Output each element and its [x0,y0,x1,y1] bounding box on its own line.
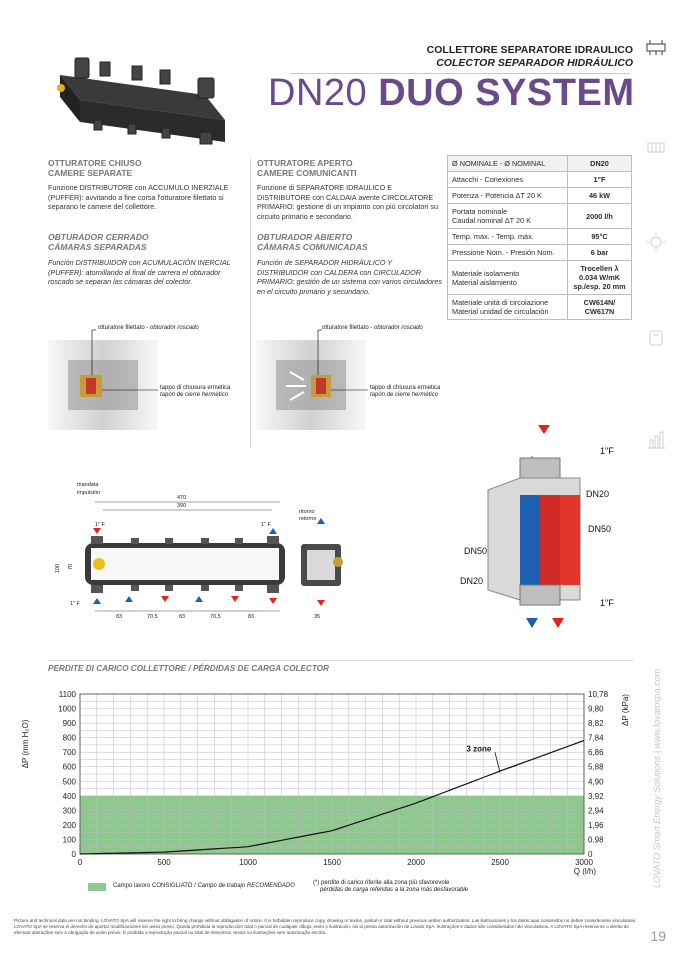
impulsion-label: impulsión [77,490,101,496]
closed-text-es: Función DISTRIBUIDOR con ACUMULACIÓN INERCIAL (PUFFER): atornillando al final de carrera el obturador roscado se separan las cámaras del colector. [48,258,231,286]
open-label-bottom: tappo di chiusura ermetica tapón de cierre hermético [370,385,441,398]
dim-b2: 70,5 [147,614,158,620]
y2-tick-label: 0,98 [588,835,604,845]
spec-value: 2000 l/h [568,204,632,229]
spec-value: 1"F [568,172,632,188]
y-tick-label: 400 [62,791,76,801]
y-tick-label: 900 [62,719,76,729]
y-tick-label: 700 [62,748,76,758]
spec-table [447,155,632,320]
bottom-conn-label: 1"F [600,598,614,608]
spec-value: 6 bar [568,245,632,261]
y2-tick-label: 7,84 [588,733,604,743]
chart-section-title: PERDITE DI CARICO COLLETTORE / PÉRDIDAS DE CARGA COLECTOR [48,664,329,673]
dim-b1: 83 [116,614,123,620]
y2-tick-label: 0 [588,850,593,859]
y-tick-label: 800 [62,733,76,743]
boiler-icon [650,331,662,345]
dim-b5: 83 [248,614,255,620]
sun-icon [647,233,665,251]
closed-text-it: Funzione DISTRIBUTORE con ACCUMULO INERZIALE (PUFFER): avvitando a fine corsa l'otturatore filettato si separano le camere del collettore. [48,183,229,211]
spec-value: DN20 [568,156,632,172]
closed-heading-es: OBTURADOR CERRADO CÁMARAS SEPARADAS [48,232,149,252]
spec-label: Potenza - Potencia ΔT 20 K [448,188,568,204]
radiator-icon [648,143,664,152]
spec-label: Ø NOMINALE - Ø NOMINAL [448,156,568,172]
page-number: 19 [650,928,666,944]
dim-100: 100 [55,563,61,573]
spec-label: Attacchi - Conexiones [448,172,568,188]
y-tick-label: 1100 [58,690,76,699]
arrow-in-top [538,425,550,434]
spec-row [448,204,632,229]
side-brand-text: LOVATO Smart Energy Solutions | www.lovatospa.com [652,668,662,888]
x-tick-label: 1000 [239,858,257,867]
y2-tick-label: 2,94 [588,806,604,816]
open-label-top: otturatore filettato - obturador roscado [322,325,423,331]
y2-tick-label: 5,88 [588,762,604,772]
dim-side: 35 [314,614,321,620]
spec-value: 46 kW [568,188,632,204]
y-tick-label: 300 [62,806,76,816]
x-tick-label: 2000 [407,858,425,867]
chart-icon [648,432,665,448]
spec-row [448,156,632,172]
legend-note: (*) perdite di carico riferite alla zona più sfavorevole pérdidas de carga referidas a la zona más desfavorable [313,880,469,893]
arrow-in-bottom [526,618,538,628]
spec-row [448,229,632,245]
x-tick-label: 2500 [491,858,509,867]
dim-470: 470 [177,495,187,501]
chart-divider [48,660,633,661]
dn50-left-label: DN50 [464,546,488,556]
column-divider [250,158,251,448]
dn50-right-label: DN50 [588,524,612,534]
closed-label-top: otturatore filettato - obturador roscado [98,325,199,331]
y-tick-label: 200 [62,820,76,830]
y-tick-label: 100 [62,835,76,845]
footer-disclaimer: Picture and technical data are not binding. LOVATO SpA will reserve the right to bring change without obbligation of notice. It is forbidden reproduce copy, drowing or textes, partial or total without previous written authorization. Las ilustraciones y los datos aquí contenidos no deben considerarse vinculantes. LOVATO SpA se reserva el derecho de aportar modificaciones sin aviso previo. Queda prohibida la reproducción total o parcial de cualquier dibujo, texto o ilustración, sin la previa autorización de Lovato SpA. Ilustrações e dados são considerados não vinculativos. A LOVATO SpA reserva-se o direito de efectuar alterações sem a obrigação de aviso prévio. É proibida a reprodução parcial ou total de desenhos, textos ou ilustrações sem autorização escrita. [14,918,637,935]
mandata-label: mandata [77,482,99,488]
open-heading-es: OBTURADOR ABIERTO CÁMARAS COMUNICADAS [257,232,368,252]
y2-tick-label: 4,90 [588,777,604,787]
spec-label: Materiale isolamento Material aislamiento [448,261,568,295]
dim-70: 70 [68,563,74,570]
dim-b4: 70,5 [210,614,221,620]
closed-heading-it: OTTURATORE CHIUSO CAMERE SEPARATE [48,158,142,178]
y2-tick-label: 1,96 [588,820,604,830]
y2-axis-label: ΔP (kPa) [621,694,630,726]
dim-b3: 83 [179,614,186,620]
product-photo [50,50,245,150]
spec-value: 95°C [568,229,632,245]
manifold-icon [647,40,665,55]
open-valve-detail [256,320,446,445]
dn20-top-label: DN20 [586,489,610,499]
y2-tick-label: 6,86 [588,748,604,758]
y2-tick-label: 3,92 [588,791,604,801]
hydraulic-schematic [460,420,635,640]
spec-row [448,245,632,261]
y2-tick-label: 9,80 [588,704,604,714]
closed-valve-detail [48,320,243,445]
top-conn-label: 1"F [600,446,614,456]
spec-row [448,172,632,188]
conn-top-right: 1" F [261,522,271,528]
open-text-it: Funzione di SEPARATORE IDRAULICO E DISTRIBUTORE con CALDAIA avente CIRCOLATORE PRIMARIO: gestione di un impianto con più circolatori su circuito primario e secondario. [257,183,438,221]
x-axis-label: Q (l/h) [573,867,596,876]
dim-390: 390 [177,503,187,509]
page-title [268,72,634,115]
spec-label: Portata nominale Caudal nominal ΔT 20 K [448,204,568,229]
closed-label-bottom: tappo di chiusura ermetica tapón de cierre hermético [160,385,231,398]
series-label: 3 zone [466,744,492,754]
open-heading-it: OTTURATORE APERTO CAMERE COMUNICANTI [257,158,357,178]
arrow-out-bottom [552,618,564,628]
x-tick-label: 1500 [323,858,341,867]
x-tick-label: 3000 [575,858,593,867]
y-tick-label: 500 [62,777,76,787]
spec-value: Trocellen λ 0.034 W/mK sp./esp. 20 mm [568,261,632,295]
y2-tick-label: 8,82 [588,719,604,729]
spec-row [448,188,632,204]
y2-tick-label: 10,78 [588,690,609,699]
conn-bottom-left: 1" F [70,601,80,607]
y-axis-label: ΔP (mm H₂O) [21,719,30,769]
spec-label: Temp. max. - Temp. máx. [448,229,568,245]
ritorno-label: ritorno [299,509,315,515]
pressure-loss-chart [14,684,644,884]
header-title-it: COLLETTORE SEPARATORE IDRAULICO [426,44,633,56]
dimension-drawing [55,478,355,628]
y-tick-label: 1000 [58,704,76,714]
title-bold: DUO SYSTEM [378,72,635,114]
spec-label: Pressione Nom. - Presión Nom. [448,245,568,261]
open-text-es: Función de SEPARADOR HIDRÁULICO Y DISTRIBUIDOR con CALDERA con CIRCULADOR PRIMARIO: gestión de un sistema con varios circuladores en el circuito primario y secundario. [257,258,442,296]
title-light: DN20 [268,72,368,114]
legend-band-swatch [88,883,106,891]
dn20-bottom-label: DN20 [460,576,484,586]
series-label-leader [495,752,500,772]
x-tick-label: 0 [77,858,83,867]
header-title-es: COLECTOR SEPARADOR HIDRÁULICO [436,57,633,69]
x-tick-label: 500 [157,858,171,867]
side-icons-strip [645,38,669,458]
spec-label: Materiale unità di circolazione Material unidad de circulación [448,295,568,320]
spec-row [448,261,632,295]
y-tick-label: 0 [71,850,76,859]
retorno-label: retorno [299,516,317,522]
spec-row [448,295,632,320]
y-tick-label: 600 [62,762,76,772]
legend-band-label: Campo lavoro CONSIGLIATO / Campo de trabajo RECOMENDADO [113,883,295,889]
conn-top-left: 1" F [95,522,105,528]
spec-value: CW614N/ CW617N [568,295,632,320]
